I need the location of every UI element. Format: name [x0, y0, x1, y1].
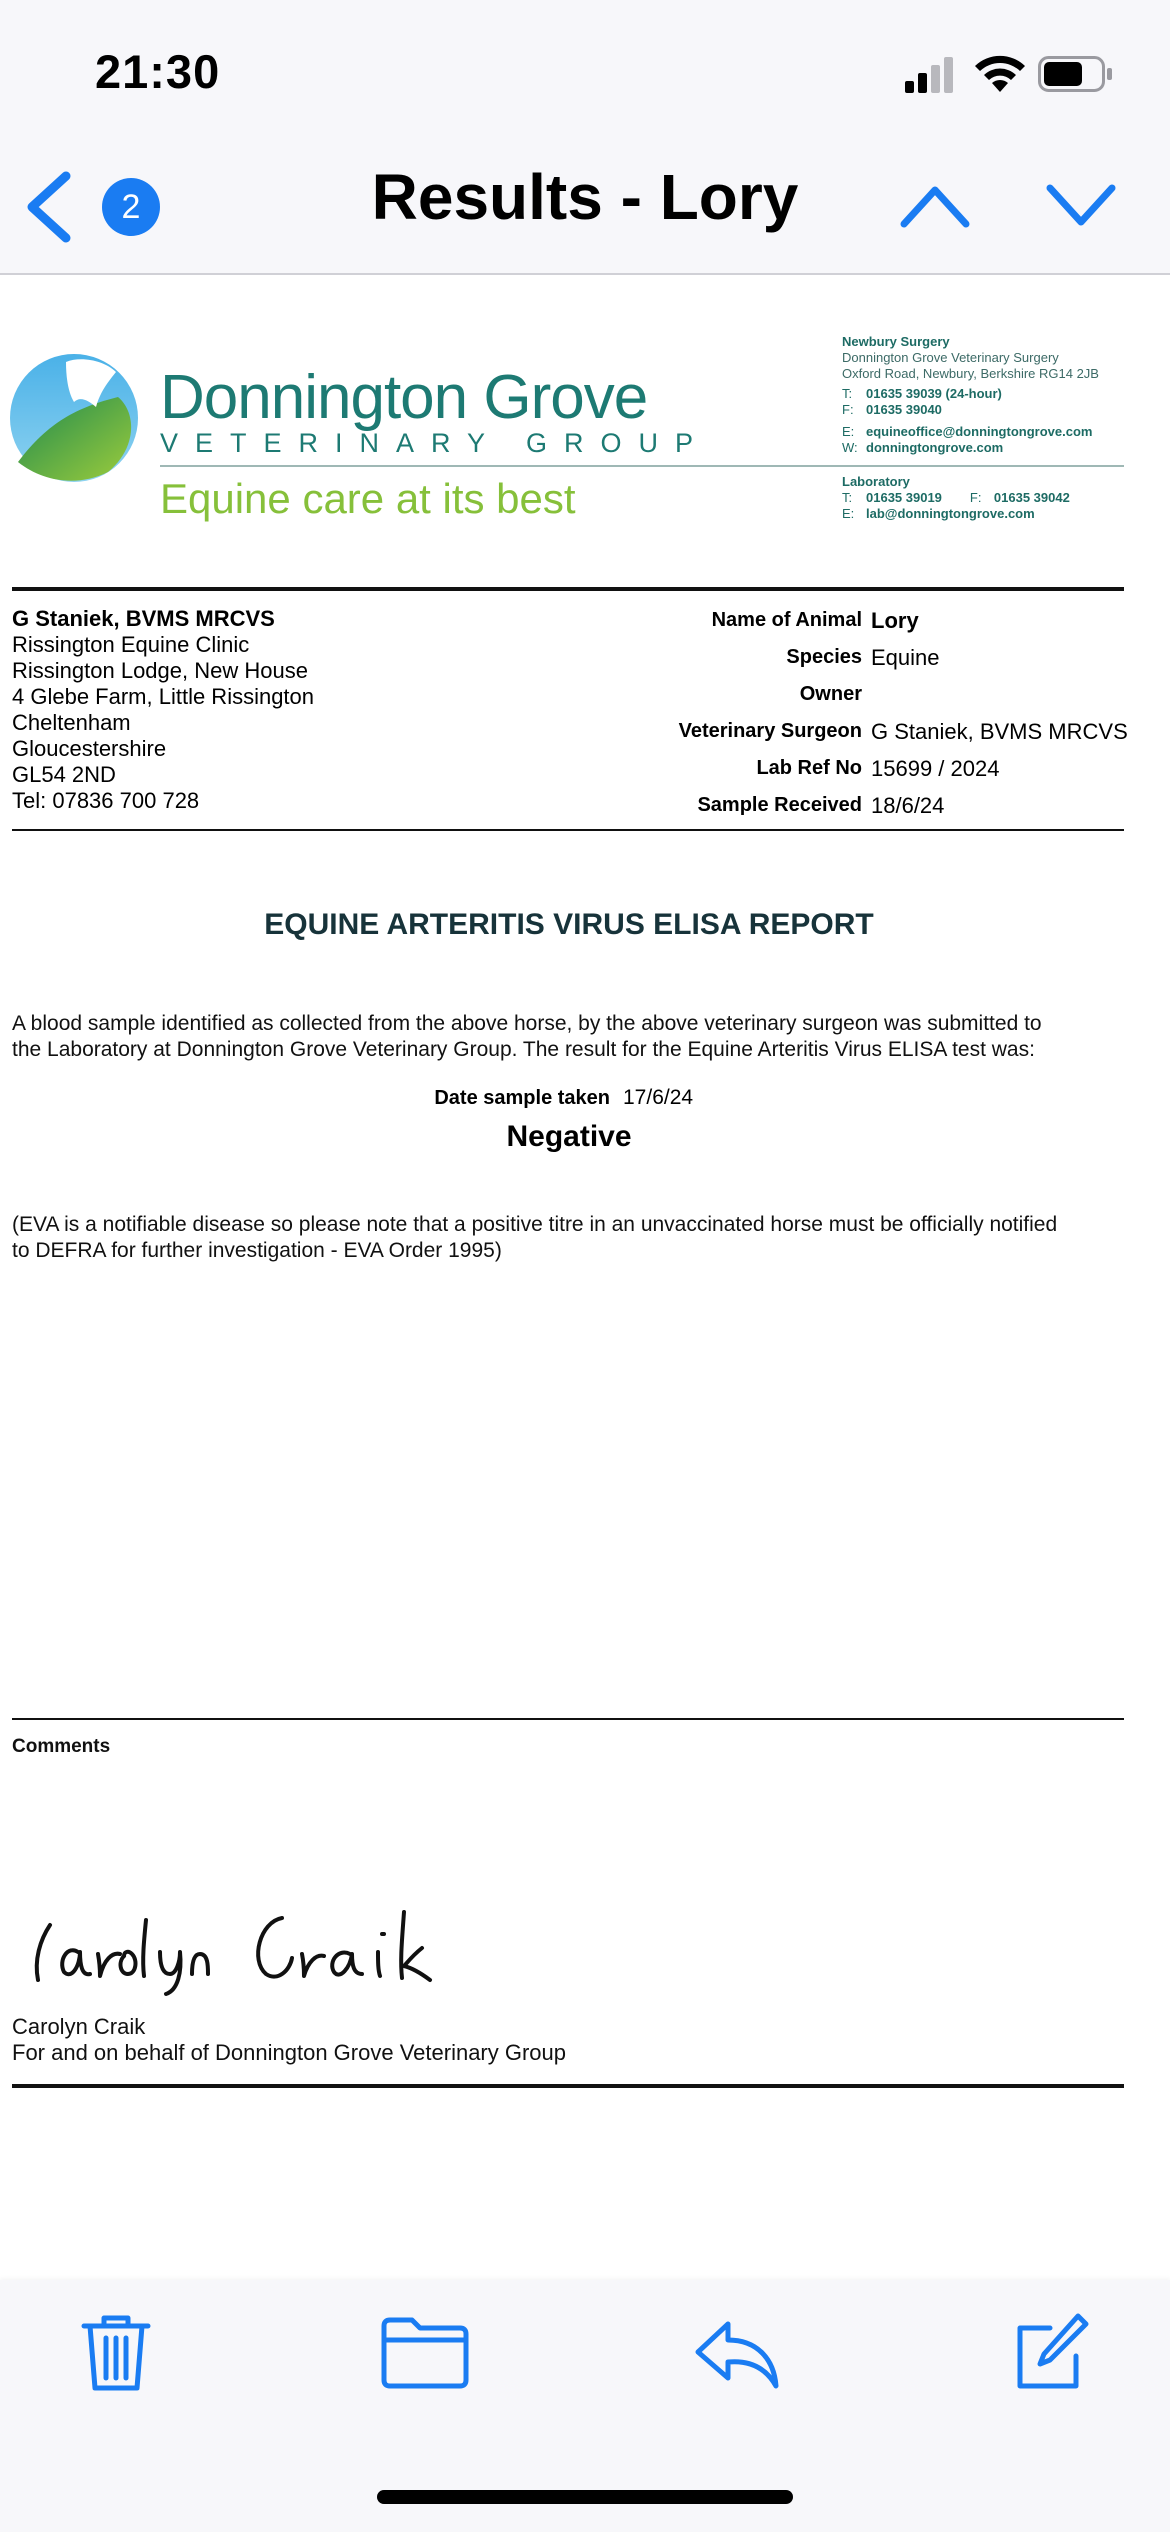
signature-image	[20, 1890, 500, 2000]
folder-icon[interactable]	[380, 2310, 470, 2394]
address-line: 4 Glebe Farm, Little Rissington	[12, 684, 315, 709]
surgery-tel: T: 01635 39039 (24-hour)	[842, 386, 1002, 401]
report-title: EQUINE ARTERITIS VIRUS ELISA REPORT	[264, 908, 874, 941]
eva-note-line: to DEFRA for further investigation - EVA Order 1995)	[12, 1239, 502, 1262]
status-time: 21:30	[95, 45, 221, 98]
address-line: Rissington Equine Clinic	[12, 632, 250, 657]
unread-count-badge[interactable]: 2	[102, 178, 160, 236]
animal-name-value: Lory	[871, 608, 919, 633]
vet-surgeon-label: Veterinary Surgeon	[678, 720, 862, 742]
surgery-fax: F: 01635 39040	[842, 402, 942, 417]
report-intro-line: the Laboratory at Donnington Grove Veterinary Group. The result for the Equine Arteritis Virus ELISA test was:	[12, 1038, 1035, 1061]
compose-icon[interactable]	[1010, 2310, 1090, 2394]
sample-received-value: 18/6/24	[871, 793, 945, 818]
recipient-address	[12, 606, 314, 814]
chevron-down-icon[interactable]	[1046, 180, 1116, 230]
info-rule	[12, 829, 1124, 831]
signer-name: Carolyn Craik	[12, 2014, 146, 2039]
trash-icon[interactable]	[76, 2310, 156, 2394]
signer-block	[12, 2014, 566, 2066]
animal-name-label: Name of Animal	[711, 609, 862, 631]
date-taken-label: Date sample taken	[434, 1087, 610, 1109]
brand-name: Donnington Grove	[160, 363, 648, 432]
eva-note	[12, 1212, 1142, 1264]
wifi-icon	[972, 54, 1028, 94]
surgery-heading: Newbury Surgery	[842, 334, 950, 349]
recipient-name: G Staniek, BVMS MRCVS	[12, 606, 275, 631]
brand-subtitle: VETERINARY GROUP	[160, 428, 711, 458]
species-value: Equine	[871, 645, 940, 670]
header-rule	[12, 587, 1124, 591]
address-line: Cheltenham	[12, 710, 131, 735]
cellular-signal-icon	[905, 55, 955, 95]
address-line: Rissington Lodge, New House	[12, 658, 308, 683]
page-title: Results - Lory	[371, 161, 799, 233]
lab-heading: Laboratory	[842, 474, 910, 489]
surgery-address-2: Oxford Road, Newbury, Berkshire RG14 2JB	[842, 366, 1099, 381]
lab-ref-label: Lab Ref No	[756, 757, 862, 779]
lab-email: E: lab@donningtongrove.com	[842, 506, 1035, 521]
donnington-grove-logo	[8, 352, 140, 484]
signer-role: For and on behalf of Donnington Grove Veterinary Group	[12, 2040, 567, 2065]
test-result: Negative	[506, 1120, 632, 1153]
footer-rule	[12, 2084, 1124, 2088]
date-taken-value: 17/6/24	[623, 1086, 694, 1109]
eva-note-line: (EVA is a notifiable disease so please note that a positive titre in an unvaccinated horse must be officially notified	[12, 1213, 1058, 1236]
battery-icon	[1038, 56, 1114, 92]
surgery-address-1: Donnington Grove Veterinary Surgery	[842, 350, 1059, 365]
owner-label: Owner	[799, 683, 862, 705]
lab-ref-value: 15699 / 2024	[871, 756, 1000, 781]
surgery-email: E: equineoffice@donningtongrove.com	[842, 424, 1093, 439]
home-indicator[interactable]	[377, 2490, 793, 2504]
report-intro	[12, 1011, 1142, 1063]
letterhead-divider	[160, 465, 1124, 467]
address-line: Gloucestershire	[12, 736, 167, 761]
comments-rule	[12, 1718, 1124, 1720]
status-bar	[0, 0, 1170, 140]
brand-tagline: Equine care at its best	[160, 475, 576, 522]
report-intro-line: A blood sample identified as collected from the above horse, by the above veterinary surgeon was submitted to	[12, 1012, 1042, 1035]
reply-icon[interactable]	[692, 2310, 782, 2394]
vet-surgeon-value: G Staniek, BVMS MRCVS	[871, 719, 1128, 744]
surgery-web: W: donningtongrove.com	[842, 440, 1004, 455]
lab-tel-fax: T: 01635 39019 F: 01635 39042	[842, 490, 1070, 505]
sample-received-label: Sample Received	[697, 794, 862, 816]
species-label: Species	[786, 646, 862, 668]
address-line: Tel: 07836 700 728	[12, 788, 200, 813]
address-line: GL54 2ND	[12, 762, 116, 787]
comments-label: Comments	[12, 1736, 111, 1757]
chevron-up-icon[interactable]	[900, 180, 970, 230]
